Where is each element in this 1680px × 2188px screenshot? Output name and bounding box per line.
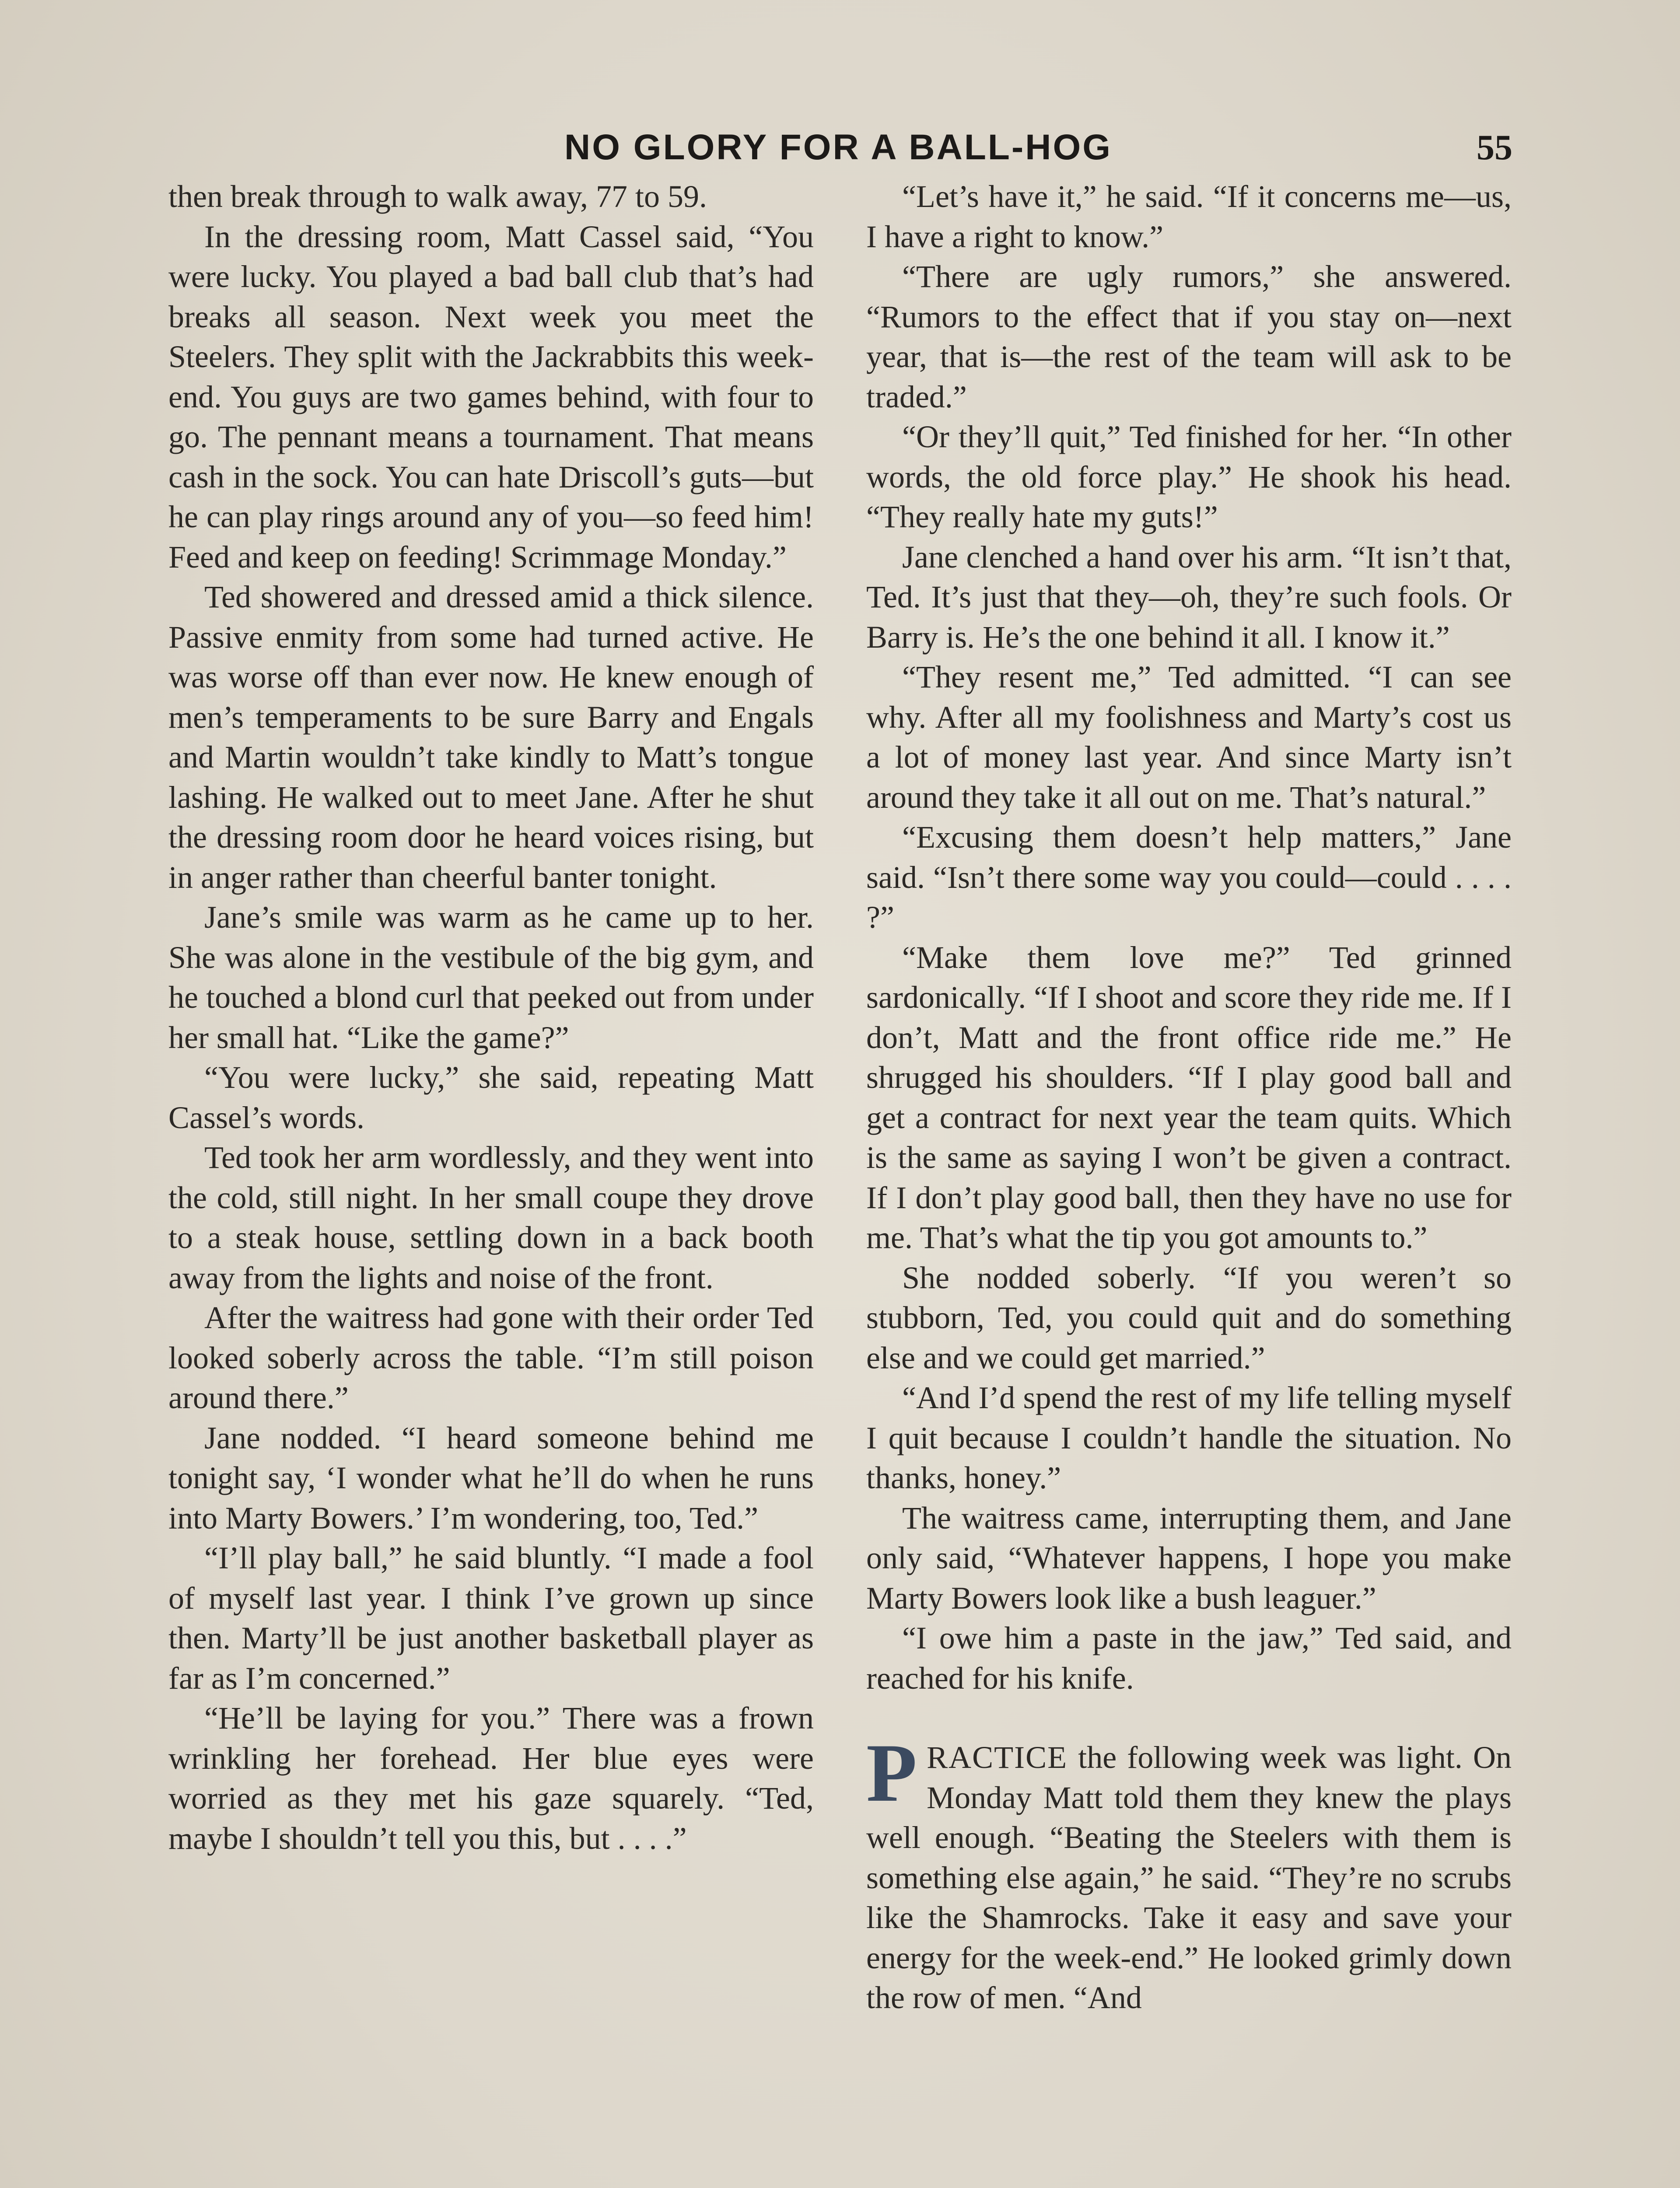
paragraph: Jane’s smile was warm as he came up to her. She was alone in the vestibule of the big gym, and he touched a blond curl that peeked out from under her small hat. “Like the game?”	[168, 900, 814, 1055]
right-column	[866, 177, 1512, 2188]
paragraph: “There are ugly rumors,” she answered. “Rumors to the effect that if you stay on—next year, that is—the rest of the team will ask to be traded.”	[866, 259, 1512, 414]
paragraph: “Make them love me?” Ted grinned sardonically. “If I shoot and score they ride me. If I don’t, Matt and the front office ride me.” He shrugged his shoulders. “If I play good ball and get a contract for next year the team quits. Which is the same as saying I won’t be given a contract. If I don’t play good ball, then they have no use for me. That’s what the tip you got amounts to.”	[866, 940, 1512, 1255]
paragraph: Ted showered and dressed amid a thick silence. Passive enmity from some had turned active. He was worse off than ever now. He knew enough of men’s temperaments to be sure Barry and Engals and Martin wouldn’t take kindly to Matt’s tongue lashing. He walked out to meet Jane. After he shut the dressing room door he heard voices rising, but in anger rather than cheerful banter tonight.	[168, 579, 814, 895]
paragraph: “They resent me,” Ted admitted. “I can see why. After all my foolishness and Marty’s cost us a lot of money last year. And since Marty isn’t around they take it all out on me. That’s natural.”	[866, 659, 1512, 815]
paragraph: After the waitress had gone with their order Ted looked soberly across the table. “I’m still poison around there.”	[168, 1300, 814, 1415]
paragraph: In the dressing room, Matt Cassel said, “You were lucky. You played a bad ball club that’s had breaks all season. Next week you meet the Steelers. They split with the Jackrabbits this week-end. You guys are two games behind, with four to go. The pennant means a tournament. That means cash in the sock. You can hate Driscoll’s guts—but he can play rings around any of you—so feed him! Feed and keep on feeding! Scrimmage Monday.”	[168, 219, 814, 575]
paragraph: Ted took her arm wordlessly, and they went into the cold, still night. In her small coupe they drove to a steak house, settling down in a back booth away from the lights and noise of the front.	[168, 1140, 814, 1295]
running-title: NO GLORY FOR A BALL-HOG	[564, 127, 1113, 167]
page-header	[0, 127, 1680, 175]
section-text: the following week was light. On Monday Matt told them they knew the plays well enough. “Beating the Steelers with them is something else again,” he said. “They’re no scrubs like the Shamrocks. Take it easy and save your energy for the week-end.” He looked grimly down the row of men. “And	[866, 1740, 1512, 2015]
paragraph: She nodded soberly. “If you weren’t so stubborn, Ted, you could quit and do something else and we could get married.”	[866, 1260, 1512, 1375]
paragraph: “I’ll play ball,” he said bluntly. “I made a fool of myself last year. I think I’ve grown up since then. Marty’ll be just another basketball player as far as I’m concerned.”	[168, 1540, 814, 1696]
left-column	[168, 177, 814, 2188]
paragraph: “He’ll be laying for you.” There was a frown wrinkling her forehead. Her blue eyes were worried as they met his gaze squarely. “Ted, maybe I shouldn’t tell you this, but . . . .”	[168, 1701, 814, 1856]
paragraph: “And I’d spend the rest of my life telling myself I quit because I couldn’t handle the situation. No thanks, honey.”	[866, 1380, 1512, 1495]
paragraph: “You were lucky,” she said, repeating Matt Cassel’s words.	[168, 1060, 814, 1135]
section-lead-in: RACTICE	[927, 1740, 1068, 1775]
paragraph: Jane clenched a hand over his arm. “It isn’t that, Ted. It’s just that they—oh, they’re such fools. Or Barry is. He’s the one behind it all. I know it.”	[866, 539, 1512, 655]
paragraph: then break through to walk away, 77 to 59.	[168, 179, 707, 214]
paragraph: “I owe him a paste in the jaw,” Ted said, and reached for his knife.	[866, 1620, 1512, 1696]
page-number: 55	[1477, 127, 1512, 167]
paragraph: “Let’s have it,” he said. “If it concerns me—us, I have a right to know.”	[866, 179, 1512, 254]
paragraph: The waitress came, interrupting them, and Jane only said, “Whatever happens, I hope you make Marty Bowers look like a bush leaguer.”	[866, 1500, 1512, 1616]
section-paragraph	[866, 1727, 1512, 2018]
paragraph: “Or they’ll quit,” Ted finished for her. “In other words, the old force play.” He shook his head. “They really hate my guts!”	[866, 419, 1512, 534]
paragraph: Jane nodded. “I heard someone behind me tonight say, ‘I wonder what he’ll do when he runs into Marty Bowers.’ I’m wondering, too, Ted.”	[168, 1420, 814, 1536]
drop-cap: P	[866, 1727, 917, 1819]
paragraph: “Excusing them doesn’t help matters,” Jane said. “Isn’t there some way you could—could . . . . ?”	[866, 820, 1512, 935]
